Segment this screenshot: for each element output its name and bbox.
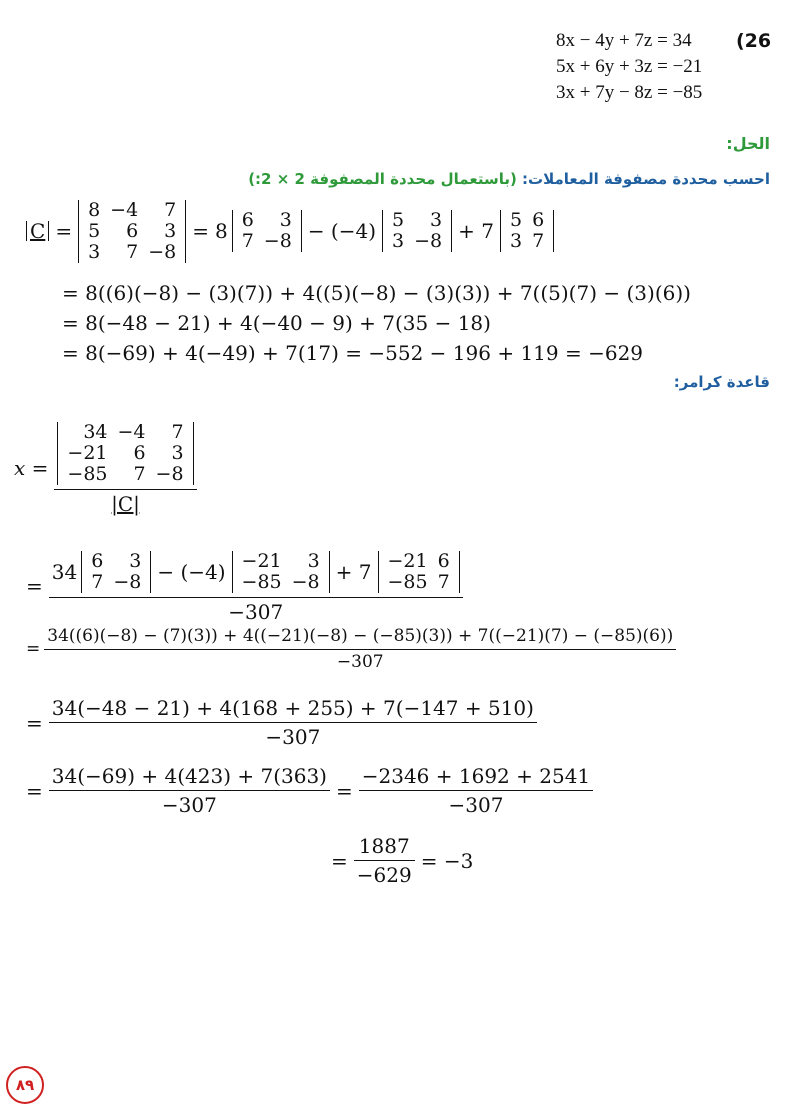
coefficient-matrix-cell: 3 [164, 219, 177, 242]
x-step-5-den: −629 [356, 863, 412, 887]
x-minor-1-cell: 6 [91, 550, 104, 572]
x-cofactor-3: + 7 [335, 559, 372, 584]
minor-2-cell: 3 [392, 230, 405, 253]
x-numerator-matrix-cell: 7 [171, 421, 184, 443]
coefficient-matrix-cell: 5 [88, 219, 101, 242]
det-c-expansion: C = 8 −4 7 5 6 3 3 7 −8 = 8 6 3 7 −8 − (−4) 5 3 3 −8 + 7 5 6 3 7 [26, 200, 554, 263]
x-definition [14, 422, 197, 514]
det-c-line-1: = 8((6)(−8) − (3)(7)) + 4((5)(−8) − (3)(3)) + 7((5)(7) − (3)(6)) [62, 281, 691, 305]
cofactor-3: + 7 [458, 219, 494, 244]
x-minor-2-cell: −21 [241, 550, 282, 572]
det-c-line-2: = 8(−48 − 21) + 4(−40 − 9) + 7(35 − 18) [62, 311, 491, 335]
instruction-parenthetical: (باستعمال محددة المصفوفة 2 × 2:) [248, 170, 517, 188]
x-numerator-matrix-cell: −4 [117, 421, 146, 443]
coefficient-matrix-cell: 8 [88, 199, 101, 221]
x-step-5-num: 1887 [358, 834, 410, 858]
x-step-2-num: 34((6)(−8) − (7)(3)) + 4((−21)(−8) − (−85)(3)) + 7((−21)(7) − (−85)(6)) [47, 626, 674, 646]
minor-3 [500, 210, 554, 252]
cramer-heading: قاعدة كرامر: [673, 373, 770, 391]
x-step-2: = 34((6)(−8) − (7)(3)) + 4((−21)(−8) − (−85)(3)) + 7((−21)(7) − (−85)(6)) −307 [26, 628, 676, 671]
minor-1-cell: 3 [279, 209, 292, 232]
x-result: = −3 [420, 848, 474, 873]
x-fraction [54, 422, 196, 514]
x-step-2-den: −307 [336, 652, 384, 672]
coefficient-matrix-cell: −8 [148, 240, 177, 263]
x-step-3: = $\frac{34(-48 - 21) + 4(168 + 255) + 7(-147 + 510)}{-307}$ [26, 698, 537, 747]
problem-number: (26 [736, 30, 772, 52]
x-step-5: = $\frac{1887}{-629}$ = −3 [331, 834, 474, 887]
cofactor-2: − (−4) [307, 219, 377, 244]
minor-3-cell: 5 [509, 209, 523, 232]
x-step-4-num-a: 34(−69) + 4(423) + 7(363) [51, 764, 327, 788]
problem-block [556, 28, 702, 106]
coefficient-matrix-cell: 7 [126, 240, 139, 263]
x-cofactor-1: 34 [51, 559, 78, 584]
x-step-4-den-a: −307 [161, 793, 217, 817]
minor-3-cell: 6 [532, 209, 545, 232]
x-step-4-den-b: −307 [448, 793, 504, 817]
coefficient-matrix-cell: 3 [88, 240, 101, 263]
cofactor-1: 8 [214, 219, 228, 244]
x-minor-3 [378, 551, 460, 593]
solution-heading: الحل: [726, 134, 770, 153]
x-cofactor-2: − (−4) [157, 559, 226, 584]
x-minor-1 [81, 551, 151, 593]
instruction-text: احسب محددة مصفوفة المعاملات: [522, 170, 770, 188]
x-step-1: = 34 6 3 7 −8 − (−4) −21 3 −85 −8 + 7 −21 6 −85 7 −307 [26, 551, 463, 622]
minor-2-cell: 3 [430, 209, 443, 232]
det-c-symbol: C [26, 221, 49, 241]
instruction-line [248, 170, 770, 188]
minor-2-cell: −8 [414, 230, 443, 253]
x-minor-1-cell: 3 [129, 550, 142, 572]
equation-1: 8x − 4y + 7z = 34 [556, 30, 692, 51]
x-numerator-matrix-cell: −85 [67, 462, 108, 485]
x-step-3-den: −307 [265, 725, 321, 749]
x-step-3-num: 34(−48 − 21) + 4(168 + 255) + 7(−147 + 510) [51, 696, 534, 720]
x-numerator-matrix [57, 422, 193, 485]
x-minor-1-cell: 7 [91, 570, 104, 593]
x-minor-2-cell: −8 [291, 570, 320, 593]
x-minor-3-cell: −21 [387, 550, 428, 572]
coefficient-matrix-cell: 6 [126, 219, 139, 242]
minor-2 [382, 210, 452, 252]
minor-2-cell: 5 [392, 209, 405, 232]
x-step-4: = $\frac{34(-69) + 4(423) + 7(363)}{-307}$ = $\frac{-2346 + 1692 + 2541}{-307}$ [26, 766, 593, 815]
x-numerator-matrix-cell: −21 [67, 441, 108, 464]
coefficient-matrix-cell: 7 [164, 199, 177, 221]
x-minor-2 [232, 551, 330, 593]
x-minor-3-cell: −85 [387, 570, 428, 593]
det-c-line-3: = 8(−69) + 4(−49) + 7(17) = −552 − 196 + 119 = −629 [62, 341, 644, 365]
minor-1-cell: −8 [263, 230, 292, 253]
x-numerator-matrix-cell: −8 [155, 462, 184, 485]
x-step-1-den: −307 [228, 599, 284, 624]
x-numerator-matrix-cell: 34 [83, 421, 108, 443]
minor-1-cell: 7 [241, 230, 254, 253]
equation-2: 5x + 6y + 3z = −21 [556, 56, 703, 77]
x-minor-1-cell: −8 [113, 570, 142, 593]
minor-1 [232, 210, 302, 252]
x-minor-2-cell: −85 [241, 570, 282, 593]
x-minor-2-cell: 3 [307, 550, 320, 572]
x-step-4-num-b: −2346 + 1692 + 2541 [361, 764, 591, 788]
coefficient-matrix [78, 200, 186, 263]
page-number-badge [6, 1066, 44, 1104]
x-lhs: x = [14, 455, 49, 480]
minor-3-cell: 3 [509, 230, 523, 253]
equation-3: 3x + 7y − 8z = −85 [556, 82, 703, 103]
x-numerator-matrix-cell: 3 [171, 441, 184, 464]
x-minor-3-cell: 7 [437, 570, 450, 593]
x-numerator-matrix-cell: 7 [133, 462, 146, 485]
x-denominator: |C| [111, 491, 140, 516]
x-numerator-matrix-cell: 6 [133, 441, 146, 464]
minor-1-cell: 6 [241, 209, 254, 232]
x-minor-3-cell: 6 [437, 550, 450, 572]
coefficient-matrix-cell: −4 [110, 199, 139, 221]
page-number: ٨٩ [15, 1076, 35, 1094]
minor-3-cell: 7 [532, 230, 545, 253]
